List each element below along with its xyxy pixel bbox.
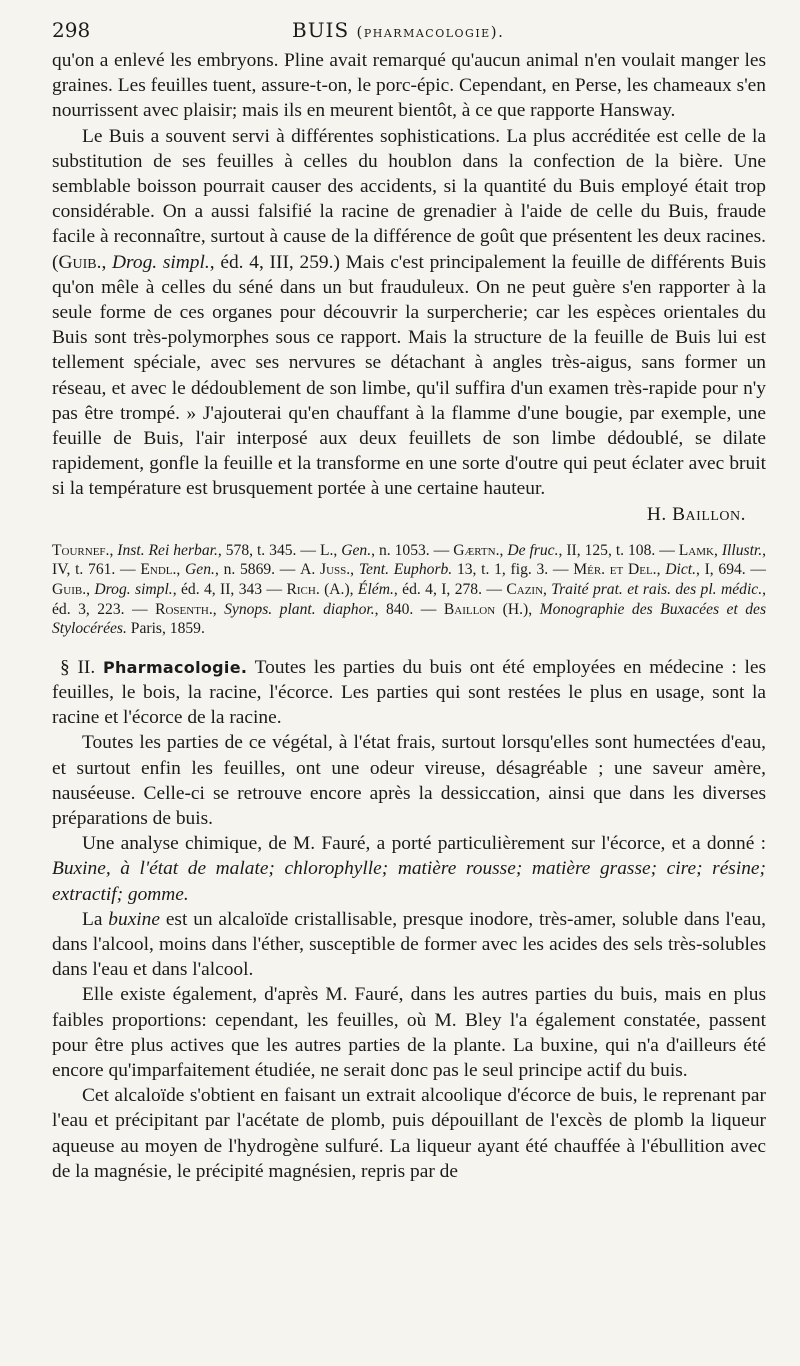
bib-author: Rosenth. [155,600,213,618]
bib-title: Gen. [341,541,372,559]
bib-author: Tournef. [52,541,110,559]
paragraph-analyse [52,831,766,907]
p4-composition: Buxine, à l'état de malate; chlorophylle; matière rousse; matière grasse; cire; résine; extractif; gomme. [52,858,766,905]
bib-title: Drog. simpl. [94,581,173,599]
bib-detail: , 840. — [374,600,444,618]
bib-author: Cazin [506,581,544,599]
bib-detail: , 578, t. 345. — [217,541,320,559]
bib-author: Mér. et Del. [573,561,657,579]
running-title-sub: (pharmacologie). [356,23,505,41]
bib-title: Tent. Euphorb. [358,561,453,579]
bib-detail: , [350,561,359,579]
p5-text-a: La [82,908,109,930]
bib-author: Baillon (H.) [443,600,529,618]
bib-title: Inst. Rei herbar. [117,541,218,559]
p5-term: buxine [108,908,160,930]
bib-title: Traité prat. et rais. des pl. médic. [551,581,763,599]
bib-author: A. Juss. [300,561,351,579]
bib-detail: , [333,541,342,559]
p5-text-b: est un alcaloïde cristallisable, presque inodore, très-amer, soluble dans l'eau, dans l'alcool, moins dans l'éther, susceptible de former avec les acides des sels très-solubles dans l'eau et dans l'alcool. [52,908,766,981]
bib-detail: , [349,581,358,599]
paragraph-sophistications [52,124,766,502]
bib-detail: , [499,541,508,559]
bib-detail: , [543,581,552,599]
p2-text-b: , [101,251,113,273]
bib-detail: , éd. 3, 223. — [52,581,767,618]
bib-detail: , [176,561,186,579]
bib-title: Gen. [185,561,215,579]
bibliography [52,541,766,639]
p2-text-a: Le Buis a souvent servi à différentes sophistications. La plus accréditée est celle de la substitution de ses feuilles à celles du houblon dans la confection de la bière. Une semblable boisson pourrait causer des accidents, si la quantité du Buis employé était trop considérable. On a aussi falsifié la racine de grenadier à l'aide de celle du Buis, fraude facile à reconnaître, surtout à cause de la différence de goût que présentent les deux racines. ( [52,125,766,273]
bib-author: Rich. (A.) [286,581,350,599]
running-title-main: BUIS [292,18,350,42]
section-pharmacologie [52,655,766,731]
bib-detail: , n. 5869. — [214,561,301,579]
running-title [292,18,504,42]
page-number: 298 [52,18,91,42]
section-number: § II. [60,656,96,678]
bib-detail: , [212,600,225,618]
bib-author: Endl. [140,561,177,579]
bib-detail: , [109,541,118,559]
bib-author: L. [319,541,334,559]
p4-text: Une analyse chimique, de M. Fauré, a porté particulièrement sur l'écorce, et a donné : [82,833,766,855]
bib-title: Monographie des Buxacées et des Stylocérées. [52,600,767,638]
bib-detail: , [528,600,540,618]
bib-author: Guib. [52,581,87,599]
paragraph-extraction: Cet alcaloïde s'obtient en faisant un extrait alcoolique d'écorce de buis, le reprenant par l'eau et précipitant par l'acétate de plomb, puis dépouillant de l'excès de plomb la liqueur aqueuse au moyen de l'hydrogène sulfuré. La liqueur ayant été chauffée à l'ébullition avec de la magnésie, le précipité magnésien, repris par de [52,1085,766,1182]
paragraph-proportions: Elle existe également, d'après M. Fauré, dans les autres parties du buis, mais en plus faibles proportions: cependant, les feuilles, où M. Bley l'a également constatée, passent pour être plus actives que les autres parties de la plante. La buxine, qui n'a d'ailleurs été encore qu'imparfaitement étudiée, ne serait donc pas le seul principe actif du buis. [52,984,766,1082]
bib-detail: , [656,561,666,579]
page-header [52,18,766,48]
bib-detail: , [86,581,95,599]
bib-detail: , n. 1053. — [371,541,454,559]
paragraph-odeur: Toutes les parties de ce végétal, à l'état frais, surtout lorsqu'elles sont humectées d'eau, et surtout enfin les feuilles, ont une odeur vireuse, désagréable ; une saveur amère, nauséeuse. Celle-ci se retrouve encore après la dessiccation, ainsi que dans les diverses préparations de buis. [52,732,766,830]
bib-title: Dict. [665,561,696,579]
bib-title: Élém. [357,581,394,599]
p2-citation-author: Guib. [58,251,102,273]
bib-author: Lamk [678,541,714,559]
bib-detail: 13, t. 1, fig. 3. — [452,561,574,579]
paragraph-continuation: qu'on a enlevé les embryons. Pline avait remarqué qu'aucun animal n'en voulait manger les graines. Les feuilles tuent, assure-t-on, le porc-épic. Cependant, en Perse, les chameaux s'en nourrissent avec plaisir; mais ils en meurent bientôt, à ce que rapporte Hansway. [52,50,766,122]
p2-text-c: , éd. 4, III, 259.) Mais c'est principalement la feuille de différents Buis qu'on mêle à celles du séné dans un but frauduleux. On ne peut guère s'en rapporter à la seule forme de ces organes pour découvrir la surpercherie; car les espèces orientales du Buis sont très-polymorphes sous ce rapport. Mais la structure de la feuille de Buis lui est tellement spéciale, avec ses nervures se détachant à angles très-aigus, sans former un réseau, et avec le dédoublement de son limbe, qu'il suffira d'un examen très-rapide pour n'y pas être trompé. » J'ajouterai qu'en chauffant à la flamme d'une bougie, par exemple, une feuille de Buis, l'air interposé aux deux feuillets de son limbe dédoublé, se dilate rapidement, gonfle la feuille et la transforme en une sorte d'outre qui peut éclater avec bruit si la température est brusquement portée à une certaine hauteur. [52,251,766,500]
section-title: Pharmacologie. [102,657,248,677]
author-name: H. Baillon. [646,503,746,525]
bib-detail: Paris, 1859. [126,620,205,638]
bib-title: Synops. plant. diaphor. [224,600,375,618]
author-signature [52,502,766,527]
bib-detail: , IV, t. 761. — [52,541,767,579]
bib-title: De fruc. [507,541,559,559]
bib-detail: , II, 125, t. 108. — [558,541,679,559]
section-intro-text: Toutes les parties du buis ont été employées en médecine : les feuilles, le bois, la racine, l'écorce. Les parties qui sont restées le plus en usage, sont la racine et l'écorce de la racine. [52,656,766,729]
p2-citation-title: Drog. simpl. [112,251,210,273]
bib-detail: , éd. 4, II, 343 — [172,581,287,599]
bib-detail: , [713,541,722,559]
bib-title: Illustr. [721,541,763,559]
paragraph-buxine [52,907,766,983]
bib-author: Gærtn. [453,541,500,559]
bib-detail: , I, 694. — [695,561,767,579]
bib-detail: , éd. 4, I, 278. — [393,581,507,599]
